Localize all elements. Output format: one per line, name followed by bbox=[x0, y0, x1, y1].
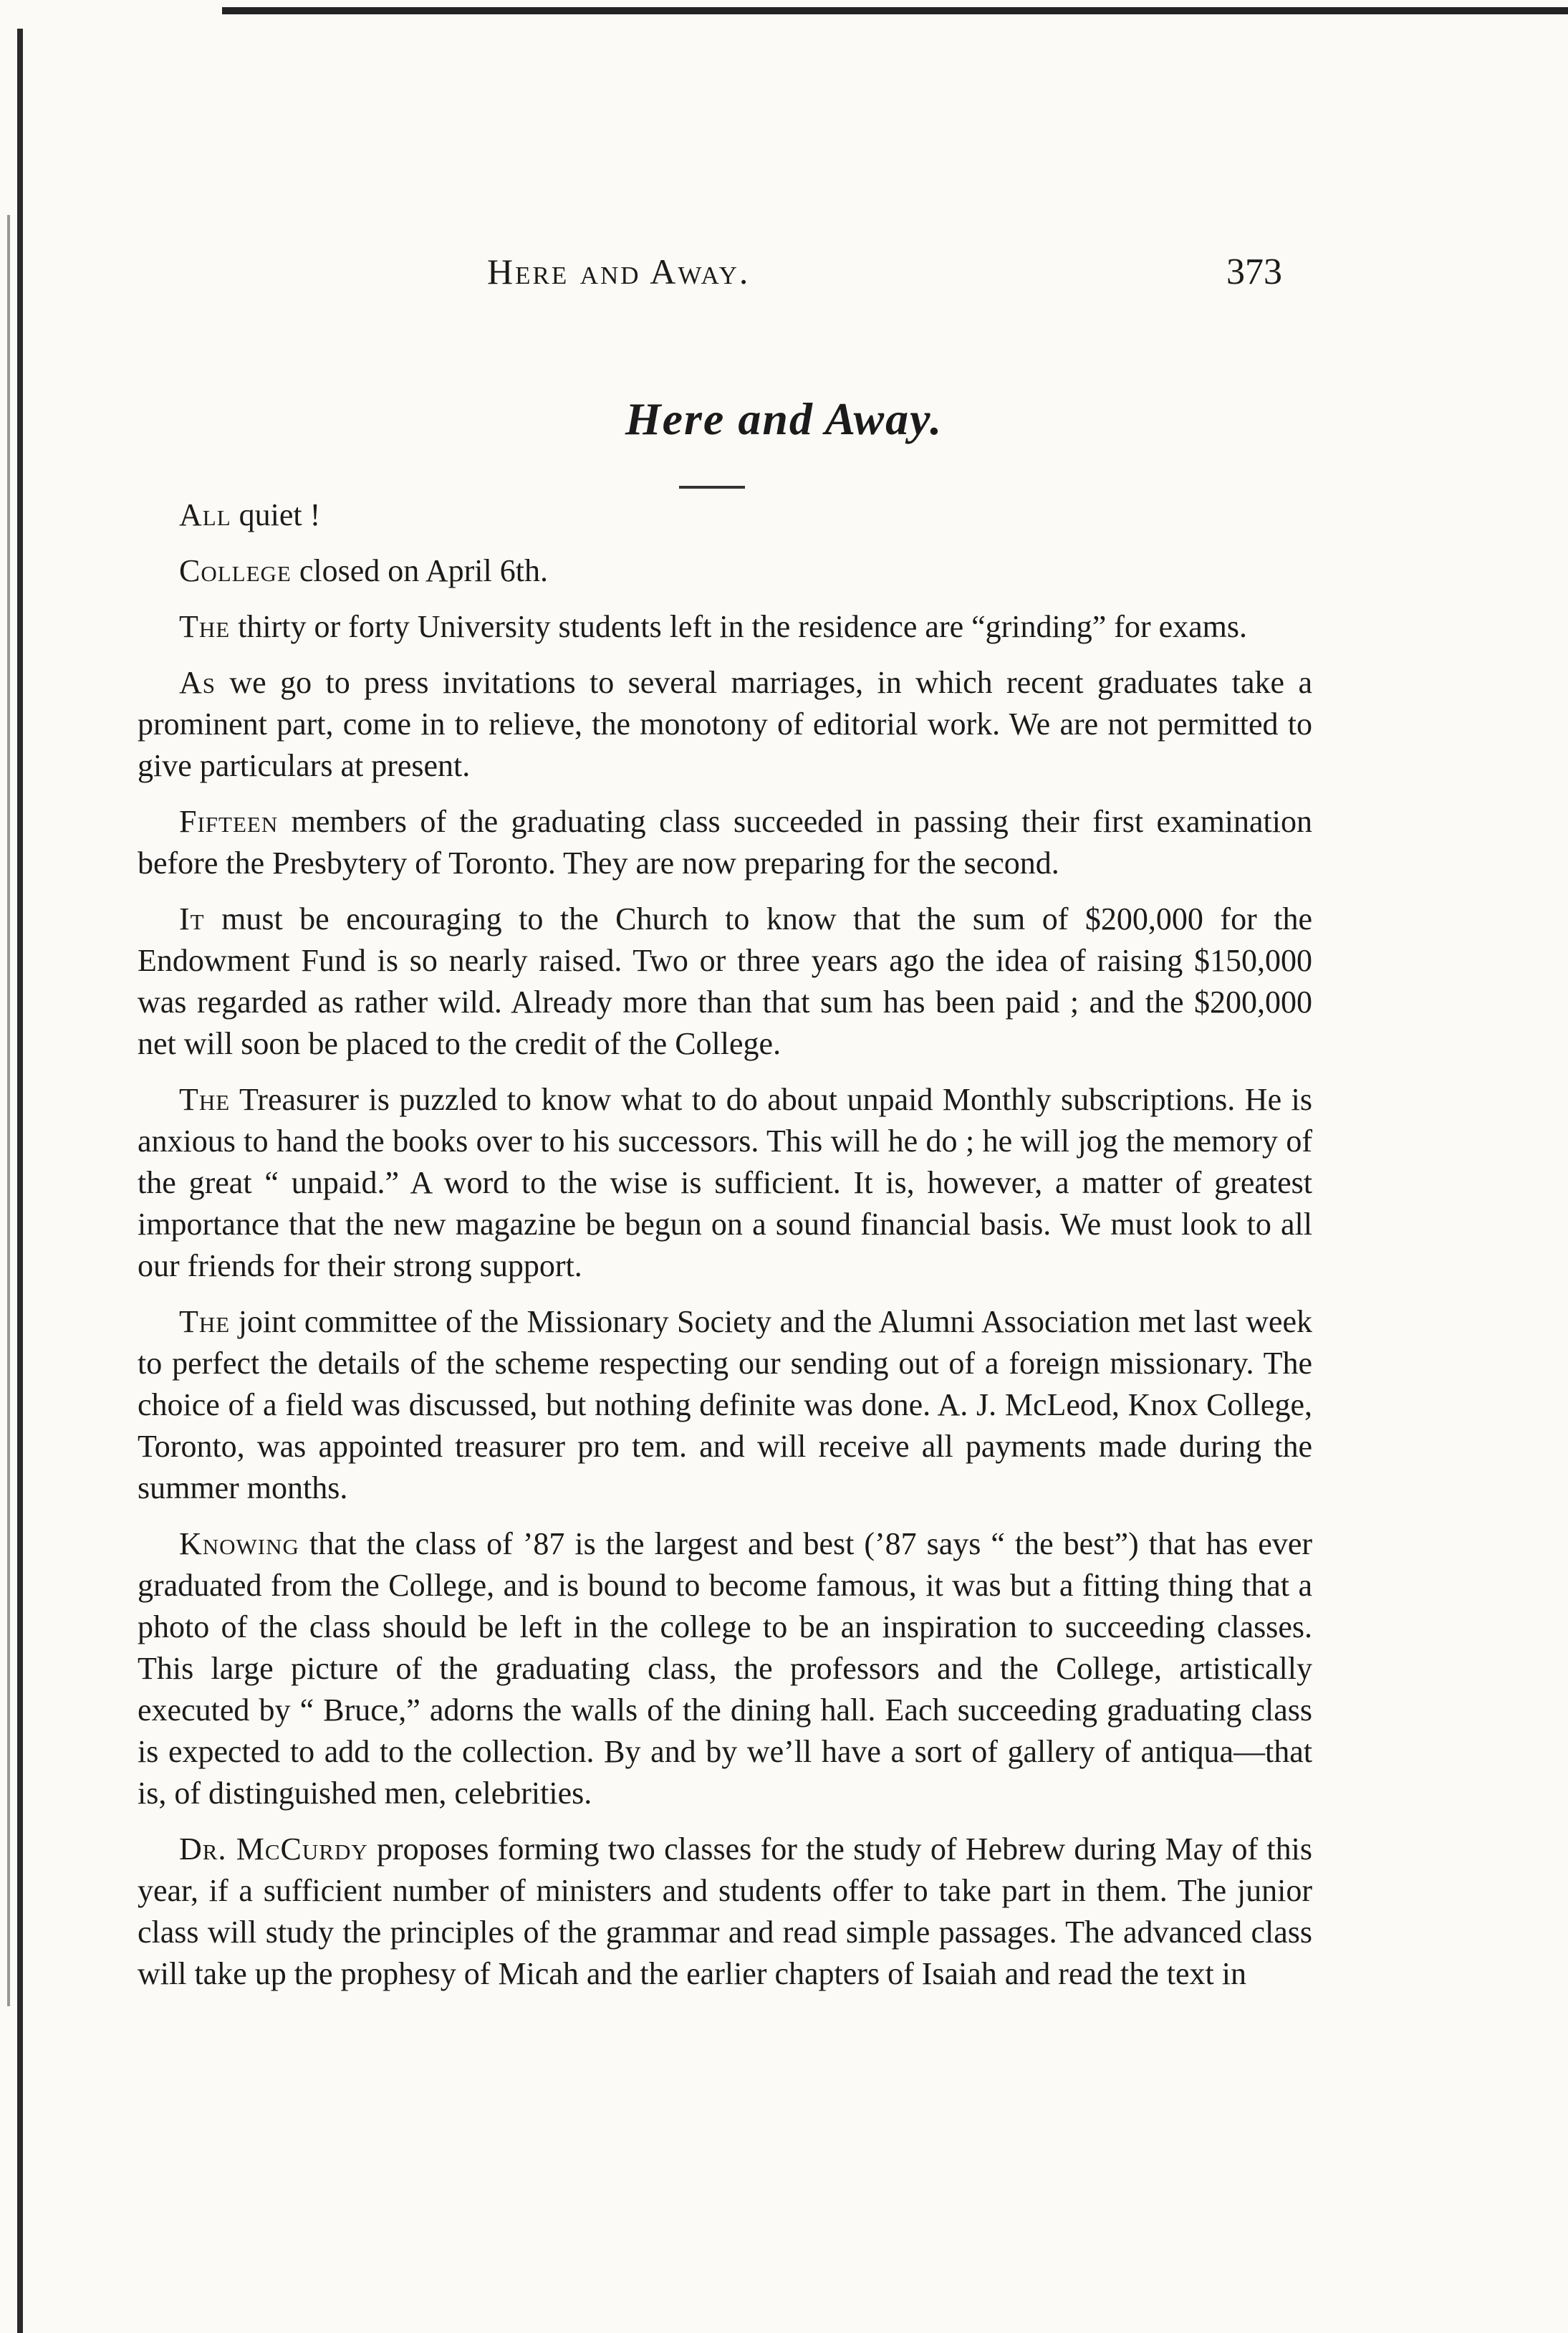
paragraph-lead: As bbox=[179, 665, 216, 700]
paragraph-lead: The bbox=[179, 609, 231, 644]
paragraph bbox=[138, 1523, 1312, 1814]
paragraph bbox=[138, 662, 1312, 787]
paragraph-lead: The bbox=[179, 1082, 231, 1117]
paragraph-lead: Fifteen bbox=[179, 804, 279, 839]
paragraph-text: closed on April 6th. bbox=[291, 553, 548, 588]
paragraph bbox=[138, 550, 1312, 592]
left-binding-rule bbox=[17, 29, 23, 2333]
paragraph bbox=[138, 899, 1312, 1065]
paragraph-lead: The bbox=[179, 1304, 231, 1339]
left-binding-shadow bbox=[7, 215, 10, 2006]
paragraph bbox=[138, 606, 1312, 648]
paragraph-text: joint committee of the Missionary Society and the Alumni Association met last week to perfect the details of the scheme respecting our sending out of a foreign missionary. The choice of a field was discussed, but nothing definite was done. A. J. McLeod, Knox College, Toronto, was appointed treasurer pro tem. and will receive all payments made during the summer months. bbox=[138, 1304, 1312, 1505]
running-head: Here and Away. bbox=[487, 251, 751, 292]
section-title: Here and Away. bbox=[625, 393, 943, 444]
paragraph-text: must be encouraging to the Church to know that the sum of $200,000 for the Endowment Fund is so nearly raised. Two or three years ago the idea of raising $150,000 was regarded as rather wild. Already more than that sum has been paid ; and the $200,000 net will soon be placed to the credit of the College. bbox=[138, 901, 1312, 1061]
paragraph bbox=[138, 1829, 1312, 1995]
page-number: 373 bbox=[1226, 251, 1282, 292]
paragraph bbox=[138, 494, 1312, 536]
paragraph bbox=[138, 1079, 1312, 1287]
paragraph-text: thirty or forty University students left in the residence are “grinding” for exams. bbox=[230, 609, 1247, 644]
paragraph-text: we go to press invitations to several marriages, in which recent graduates take a prominent part, come in to relieve, the monotony of editorial work. We are not permitted to give particulars at present. bbox=[138, 665, 1312, 783]
paragraph-text: members of the graduating class succeeded in passing their first examination before the Presbytery of Toronto. They are now preparing for the second. bbox=[138, 804, 1312, 881]
title-divider bbox=[679, 486, 745, 489]
paragraph-lead: Knowing bbox=[179, 1526, 299, 1561]
top-border-rule bbox=[222, 7, 1568, 14]
paragraph-text: quiet ! bbox=[231, 497, 321, 532]
paragraph-text: that the class of ’87 is the largest and best (’87 says “ the best”) that has ever graduated from the College, and is bound to become famous, it was but a fitting thing that a photo of the class should be left in the college to be an inspiration to succeeding classes. This large picture of the graduating class, the professors and the College, artistically executed by “ Bruce,” adorns the walls of the dining hall. Each succeeding graduating class is expected to add to the collection. By and by we’ll have a sort of gallery of antiqua—that is, of distinguished men, celebrities. bbox=[138, 1526, 1312, 1811]
paragraph-lead: All bbox=[179, 497, 231, 532]
paragraph bbox=[138, 1301, 1312, 1509]
paragraph bbox=[138, 801, 1312, 884]
paragraph-lead: College bbox=[179, 553, 292, 588]
article-body bbox=[138, 494, 1312, 2009]
paragraph-lead: It bbox=[179, 901, 205, 936]
paragraph-text: proposes forming two classes for the study of Hebrew during May of this year, if a sufficient number of ministers and students offer to take part in them. The junior class will study the principles of the grammar and read simple passages. The advanced class will take up the prophesy of Micah and the earlier chapters of Isaiah and read the text in bbox=[138, 1831, 1312, 1991]
paragraph-lead: Dr. McCurdy bbox=[179, 1831, 368, 1867]
paragraph-text: Treasurer is puzzled to know what to do about unpaid Monthly subscriptions. He is anxious to hand the books over to his successors. This will he do ; he will jog the memory of the great “ unpaid.” A word to the wise is sufficient. It is, however, a matter of greatest importance that the new magazine be begun on a sound financial basis. We must look to all our friends for their strong support. bbox=[138, 1082, 1312, 1283]
